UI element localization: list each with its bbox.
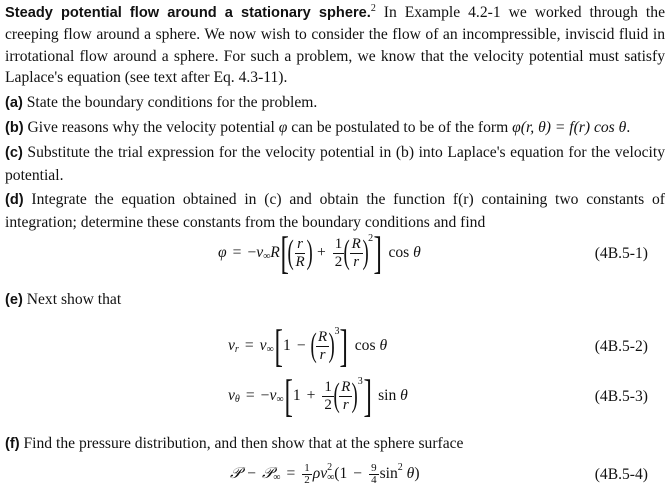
part-b-text-mid: can be postulated to be of the form [291, 119, 509, 137]
part-e-label: (e) [5, 292, 23, 308]
problem-intro [5, 2, 665, 89]
equation-4b5-3 [0, 368, 660, 424]
problem-text [5, 2, 665, 233]
equation-number: (4B.5-1) [594, 245, 648, 262]
intro-text: In Example 4.2-1 we worked through the creeping flow around a sphere. We now wish to consider the flow of an incompressible, inviscid fluid in irrotational flow around a sphere. For such a problem, we know that the velocity potential must satisfy Laplace's equation (see text after Eq. 4.3-11). [5, 4, 665, 87]
part-d-text: Integrate the equation obtained in (c) and obtain the function f(r) containing two constants of integration; determine these constants from the boundary conditions and find [5, 191, 665, 231]
part-b-form: φ(r, θ) = f(r) cos θ [512, 119, 627, 137]
equation-4b5-2 [0, 318, 660, 374]
part-f-text: Find the pressure distribution, and then show that at the sphere surface [23, 435, 464, 452]
part-b-label: (b) [5, 120, 24, 137]
part-e-text: Next show that [26, 291, 122, 308]
problem-title: Steady potential flow around a stationary sphere. [5, 5, 371, 21]
part-b-text: Give reasons why the velocity potential [27, 119, 275, 137]
part-a [5, 92, 665, 114]
part-c-label: (c) [5, 145, 23, 162]
part-c-text: Substitute the trial expression for the velocity potential in (b) into Laplace's equation for the velocity potential. [5, 144, 665, 184]
equation-4b5-4 [0, 452, 660, 496]
part-e [5, 289, 665, 311]
part-b-end: . [626, 119, 631, 137]
part-d-label: (d) [5, 192, 24, 209]
equation-number: (4B.5-3) [594, 388, 648, 405]
equation-4b5-1 [0, 225, 660, 281]
part-c [5, 142, 665, 186]
equation-body: φ = − v ∞ R [ ( $\frac{r}{R}$ ) + $\frac{1}{2}$ ( $\frac{R}{r}$ ) 2 ] cos θ [218, 227, 421, 278]
part-a-label: (a) [5, 94, 23, 111]
equation-body: v r = v ∞ [ 1 − ( $\frac{R}{r}$ ) 3 ] cos θ [228, 320, 388, 371]
equation-number: (4B.5-2) [594, 338, 648, 355]
phi-symbol: φ [278, 119, 288, 137]
part-a-text: State the boundary conditions for the problem. [26, 93, 318, 111]
equation-body: 𝒫 − 𝒫 ∞ = $\frac{1}{2}$ ρv 2 ∞ (1 − $\frac{9}{4}$ sin 2 θ ) [230, 461, 420, 486]
footnote-mark: 2 [370, 2, 376, 14]
part-b [5, 117, 665, 139]
equation-number: (4B.5-4) [594, 466, 648, 483]
equation-body: v θ = − v ∞ [ 1 + $\frac{1}{2}$ ( $\frac{R}{r}$ ) 3 ] sin θ [228, 370, 408, 421]
part-f-label: (f) [5, 436, 20, 452]
